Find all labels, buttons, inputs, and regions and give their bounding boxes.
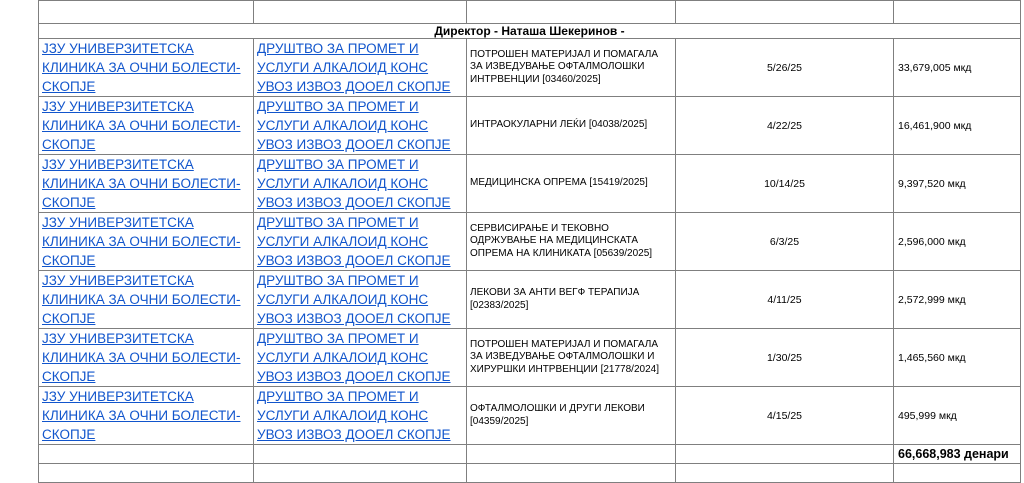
supplier-link[interactable]: ДРУШТВО ЗА ПРОМЕТ И УСЛУГИ АЛКАЛОИД КОНС УВОЗ ИЗВОЗ ДООЕЛ СКОПЈЕ bbox=[257, 157, 451, 210]
date-cell: 10/14/25 bbox=[676, 155, 894, 213]
amount-cell: 1,465,560 мкд bbox=[894, 329, 1021, 387]
amount-cell: 16,461,900 мкд bbox=[894, 97, 1021, 155]
empty-cell[interactable] bbox=[894, 1, 1021, 24]
empty-cell[interactable] bbox=[39, 1, 254, 24]
supplier-link[interactable]: ДРУШТВО ЗА ПРОМЕТ И УСЛУГИ АЛКАЛОИД КОНС УВОЗ ИЗВОЗ ДООЕЛ СКОПЈЕ bbox=[257, 41, 451, 94]
amount-cell: 2,596,000 мкд bbox=[894, 213, 1021, 271]
date-cell: 4/15/25 bbox=[676, 387, 894, 445]
supplier-link[interactable]: ДРУШТВО ЗА ПРОМЕТ И УСЛУГИ АЛКАЛОИД КОНС УВОЗ ИЗВОЗ ДООЕЛ СКОПЈЕ bbox=[257, 389, 451, 442]
empty-top-row bbox=[39, 1, 1021, 24]
empty-cell[interactable] bbox=[676, 1, 894, 24]
empty-cell[interactable] bbox=[894, 464, 1021, 483]
institution-cell bbox=[39, 387, 254, 445]
empty-cell[interactable] bbox=[254, 445, 467, 464]
date-cell: 4/22/25 bbox=[676, 97, 894, 155]
total-row bbox=[39, 445, 1021, 464]
institution-cell bbox=[39, 39, 254, 97]
institution-cell bbox=[39, 213, 254, 271]
amount-cell: 9,397,520 мкд bbox=[894, 155, 1021, 213]
director-title: Директор - Наташа Шекеринов - bbox=[39, 24, 1021, 39]
description-cell: ПОТРОШЕН МАТЕРИЈАЛ И ПОМАГАЛА ЗА ИЗВЕДУВАЊЕ ОФТАЛМОЛОШКИ ИНТРВЕНЦИИ [03460/2025] bbox=[467, 39, 676, 97]
institution-cell bbox=[39, 271, 254, 329]
empty-cell[interactable] bbox=[39, 445, 254, 464]
institution-cell bbox=[39, 329, 254, 387]
empty-cell[interactable] bbox=[676, 445, 894, 464]
empty-bottom-row bbox=[39, 464, 1021, 483]
table-row bbox=[39, 387, 1021, 445]
amount-cell: 2,572,999 мкд bbox=[894, 271, 1021, 329]
description-cell: ИНТРАОКУЛАРНИ ЛЕЌИ [04038/2025] bbox=[467, 97, 676, 155]
description-cell: ПОТРОШЕН МАТЕРИЈАЛ И ПОМАГАЛА ЗА ИЗВЕДУВАЊЕ ОФТАЛМОЛОШКИ И ХИРУРШКИ ИНТРВЕНЦИИ [21778/2024] bbox=[467, 329, 676, 387]
date-cell: 1/30/25 bbox=[676, 329, 894, 387]
table-row bbox=[39, 155, 1021, 213]
description-cell: СЕРВИСИРАЊЕ И ТЕКОВНО ОДРЖУВАЊЕ НА МЕДИЦИНСКАТА ОПРЕМА НА КЛИНИКАТА [05639/2025] bbox=[467, 213, 676, 271]
empty-cell[interactable] bbox=[467, 464, 676, 483]
supplier-cell bbox=[254, 271, 467, 329]
table-row bbox=[39, 213, 1021, 271]
description-cell: МЕДИЦИНСКА ОПРЕМА [15419/2025] bbox=[467, 155, 676, 213]
supplier-link[interactable]: ДРУШТВО ЗА ПРОМЕТ И УСЛУГИ АЛКАЛОИД КОНС УВОЗ ИЗВОЗ ДООЕЛ СКОПЈЕ bbox=[257, 99, 451, 152]
empty-cell[interactable] bbox=[39, 464, 254, 483]
director-header-row bbox=[39, 24, 1021, 39]
table-row bbox=[39, 39, 1021, 97]
description-cell: ОФТАЛМОЛОШКИ И ДРУГИ ЛЕКОВИ [04359/2025] bbox=[467, 387, 676, 445]
table-row bbox=[39, 271, 1021, 329]
spreadsheet bbox=[38, 0, 1021, 483]
empty-cell[interactable] bbox=[254, 1, 467, 24]
supplier-cell bbox=[254, 155, 467, 213]
supplier-link[interactable]: ДРУШТВО ЗА ПРОМЕТ И УСЛУГИ АЛКАЛОИД КОНС УВОЗ ИЗВОЗ ДООЕЛ СКОПЈЕ bbox=[257, 215, 451, 268]
table-row bbox=[39, 97, 1021, 155]
supplier-link[interactable]: ДРУШТВО ЗА ПРОМЕТ И УСЛУГИ АЛКАЛОИД КОНС УВОЗ ИЗВОЗ ДООЕЛ СКОПЈЕ bbox=[257, 331, 451, 384]
institution-link[interactable]: ЈЗУ УНИВЕРЗИТЕТСКА КЛИНИКА ЗА ОЧНИ БОЛЕСТИ-СКОПЈЕ bbox=[42, 273, 241, 326]
contracts-table bbox=[38, 0, 1021, 483]
institution-link[interactable]: ЈЗУ УНИВЕРЗИТЕТСКА КЛИНИКА ЗА ОЧНИ БОЛЕСТИ-СКОПЈЕ bbox=[42, 389, 241, 442]
empty-cell[interactable] bbox=[254, 464, 467, 483]
table-row bbox=[39, 329, 1021, 387]
institution-link[interactable]: ЈЗУ УНИВЕРЗИТЕТСКА КЛИНИКА ЗА ОЧНИ БОЛЕСТИ-СКОПЈЕ bbox=[42, 41, 241, 94]
date-cell: 6/3/25 bbox=[676, 213, 894, 271]
empty-cell[interactable] bbox=[676, 464, 894, 483]
total-amount: 66,668,983 денари bbox=[894, 445, 1021, 464]
amount-cell: 33,679,005 мкд bbox=[894, 39, 1021, 97]
supplier-cell bbox=[254, 97, 467, 155]
empty-cell[interactable] bbox=[467, 445, 676, 464]
supplier-cell bbox=[254, 213, 467, 271]
institution-link[interactable]: ЈЗУ УНИВЕРЗИТЕТСКА КЛИНИКА ЗА ОЧНИ БОЛЕСТИ-СКОПЈЕ bbox=[42, 215, 241, 268]
supplier-link[interactable]: ДРУШТВО ЗА ПРОМЕТ И УСЛУГИ АЛКАЛОИД КОНС УВОЗ ИЗВОЗ ДООЕЛ СКОПЈЕ bbox=[257, 273, 451, 326]
date-cell: 5/26/25 bbox=[676, 39, 894, 97]
institution-link[interactable]: ЈЗУ УНИВЕРЗИТЕТСКА КЛИНИКА ЗА ОЧНИ БОЛЕСТИ-СКОПЈЕ bbox=[42, 331, 241, 384]
supplier-cell bbox=[254, 387, 467, 445]
institution-cell bbox=[39, 155, 254, 213]
amount-cell: 495,999 мкд bbox=[894, 387, 1021, 445]
date-cell: 4/11/25 bbox=[676, 271, 894, 329]
empty-cell[interactable] bbox=[467, 1, 676, 24]
description-cell: ЛЕКОВИ ЗА АНТИ ВЕГФ ТЕРАПИЈА [02383/2025] bbox=[467, 271, 676, 329]
institution-link[interactable]: ЈЗУ УНИВЕРЗИТЕТСКА КЛИНИКА ЗА ОЧНИ БОЛЕСТИ-СКОПЈЕ bbox=[42, 157, 241, 210]
institution-link[interactable]: ЈЗУ УНИВЕРЗИТЕТСКА КЛИНИКА ЗА ОЧНИ БОЛЕСТИ-СКОПЈЕ bbox=[42, 99, 241, 152]
institution-cell bbox=[39, 97, 254, 155]
supplier-cell bbox=[254, 329, 467, 387]
supplier-cell bbox=[254, 39, 467, 97]
